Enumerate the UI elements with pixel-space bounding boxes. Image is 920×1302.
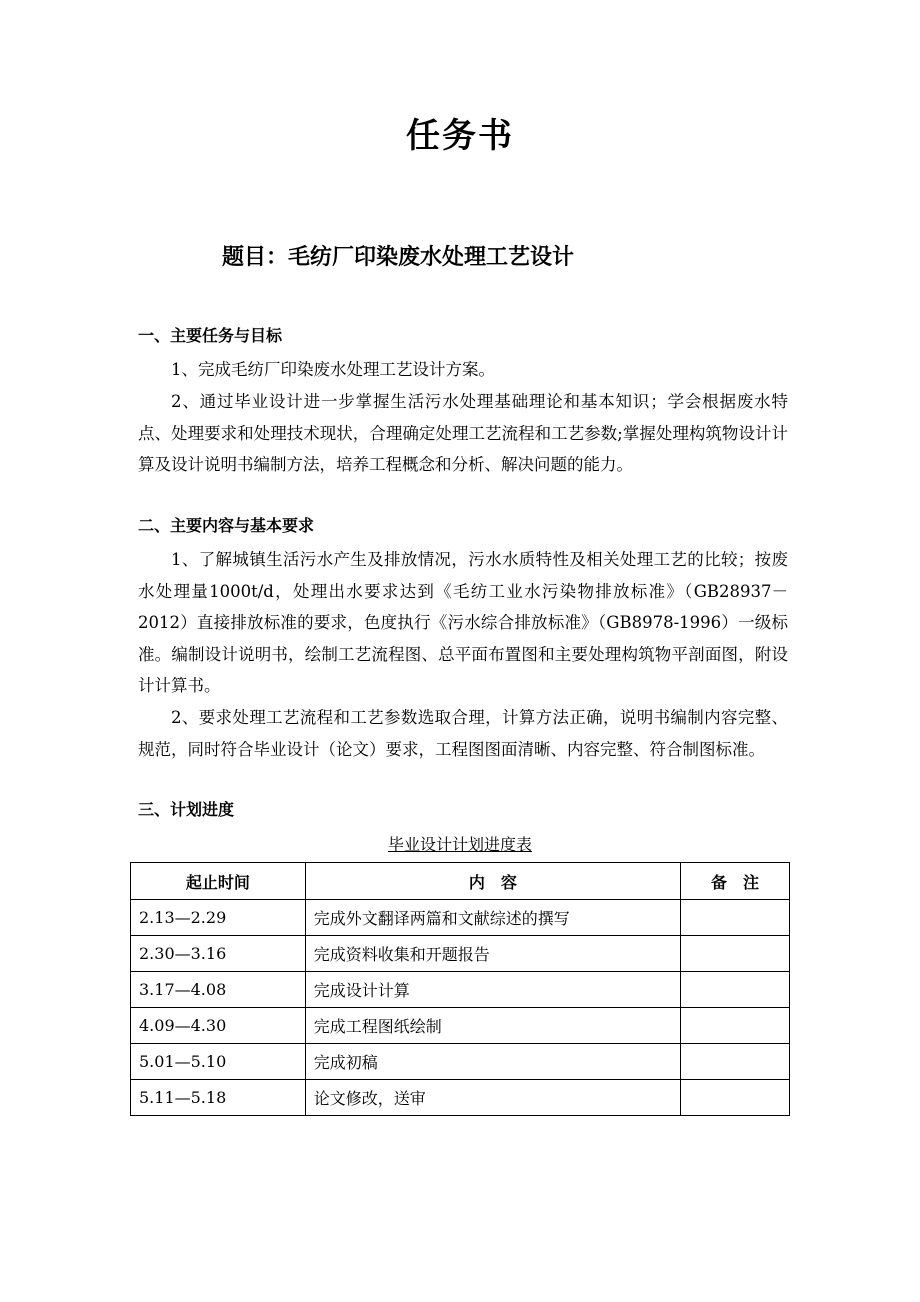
cell-note (681, 936, 790, 972)
table-row (131, 1044, 790, 1080)
cell-period: 5.01—5.10 (131, 1044, 306, 1080)
cell-note (681, 1044, 790, 1080)
cell-content: 完成初稿 (305, 1044, 680, 1080)
cell-content: 论文修改，送审 (305, 1080, 680, 1116)
cell-note (681, 1008, 790, 1044)
cell-period: 2.13—2.29 (131, 900, 306, 936)
paragraph: 1、了解城镇生活污水产生及排放情况，污水水质特性及相关处理工艺的比较；按废水处理量1000t/d，处理出水要求达到《毛纺工业水污染物排放标准》（GB28937－2012）直接排放标准的要求，色度执行《污水综合排放标准》（GB8978-1996）一级标准。编制设计说明书，绘制工艺流程图、总平面布置图和主要处理构筑物平剖面图，附设计计算书。 (138, 550, 788, 695)
table-row (131, 1080, 790, 1116)
cell-period: 2.30—3.16 (131, 936, 306, 972)
column-header-period: 起止时间 (131, 863, 306, 900)
schedule-table (130, 862, 790, 1116)
column-header-content: 内 容 (305, 863, 680, 900)
cell-note (681, 1080, 790, 1116)
section-heading-schedule: 三、计划进度 (138, 800, 235, 819)
subject-title: 题目：毛纺厂印染废水处理工艺设计 (222, 244, 575, 270)
cell-note (681, 972, 790, 1008)
table-header-row (131, 863, 790, 900)
paragraph: 2、要求处理工艺流程和工艺参数选取合理，计算方法正确，说明书编制内容完整、规范，同时符合毕业设计（论文）要求，工程图图面清晰、内容完整、符合制图标准。 (138, 708, 788, 759)
page-title: 任务书 (406, 116, 514, 156)
table-row (131, 900, 790, 936)
table-caption: 毕业设计计划进度表 (387, 835, 532, 854)
table-row (131, 1008, 790, 1044)
paragraph: 1、完成毛纺厂印染废水处理工艺设计方案。 (171, 360, 495, 379)
cell-period: 5.11—5.18 (131, 1080, 306, 1116)
table-row (131, 972, 790, 1008)
cell-content: 完成工程图纸绘制 (305, 1008, 680, 1044)
cell-note (681, 900, 790, 936)
section-heading-content: 二、主要内容与基本要求 (138, 516, 315, 535)
cell-period: 4.09—4.30 (131, 1008, 306, 1044)
cell-content: 完成资料收集和开题报告 (305, 936, 680, 972)
section-heading-tasks: 一、主要任务与目标 (138, 326, 283, 345)
column-header-note: 备 注 (681, 863, 790, 900)
cell-content: 完成设计计算 (305, 972, 680, 1008)
paragraph: 2、通过毕业设计进一步掌握生活污水处理基础理论和基本知识；学会根据废水特点、处理要求和处理技术现状，合理确定处理工艺流程和工艺参数;掌握处理构筑物设计计算及设计说明书编制方法，培养工程概念和分析、解决问题的能力。 (138, 392, 788, 474)
cell-period: 3.17—4.08 (131, 972, 306, 1008)
table-row (131, 936, 790, 972)
cell-content: 完成外文翻译两篇和文献综述的撰写 (305, 900, 680, 936)
